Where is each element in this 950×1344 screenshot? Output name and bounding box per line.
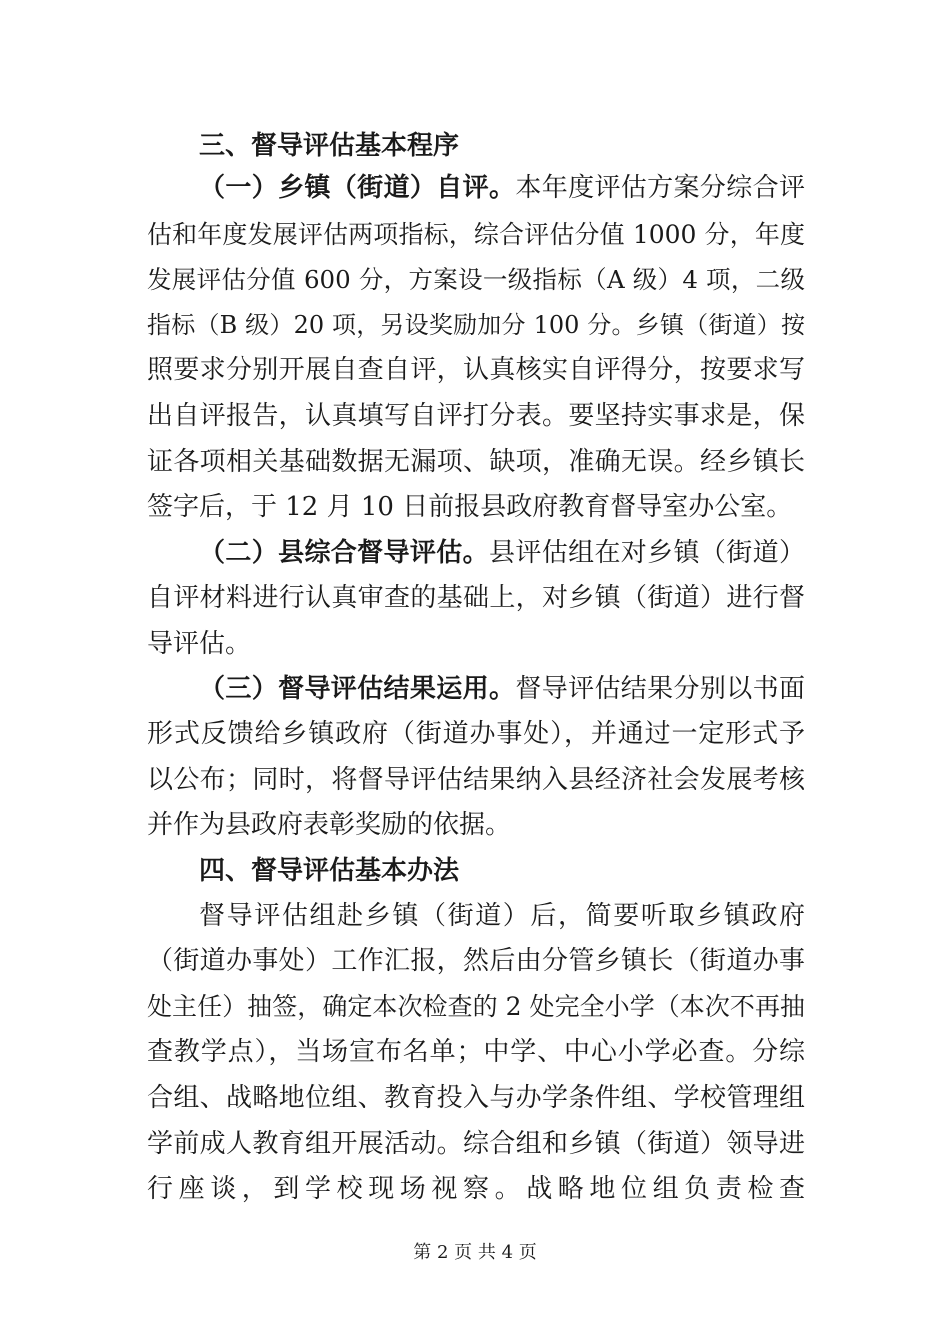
paragraph-2-line-2: 自评材料进行认真审查的基础上，对乡镇（街道）进行督 [147,583,805,613]
paragraph-4-line-3: 处主任）抽签，确定本次检查的 2 处完全小学（本次不再抽 [147,992,805,1021]
paragraph-3-text: 督导评估结果分别以书面 [515,674,805,704]
paragraph-1-line-8: 签字后，于 12 月 10 日前报县政府教育督导室办公室。 [147,492,793,522]
paragraph-1-line-7: 证各项相关基础数据无漏项、缺项，准确无误。经乡镇长 [147,447,805,477]
paragraph-2-line-3: 导评估。 [147,629,252,659]
paragraph-1-line-3: 发展评估分值 600 分，方案设一级指标（A 级）4 项，二级 [147,265,805,294]
paragraph-4-line-7: 行座谈，到学校现场视察。战略地位组负责检查 [147,1174,805,1204]
page-footer: 第 2 页 共 4 页 [413,1242,537,1263]
paragraph-1-line-6: 出自评报告，认真填写自评打分表。要坚持实事求是，保 [147,401,805,431]
paragraph-1-title: （一）乡镇（街道）自评。 [199,173,516,203]
paragraph-2-title: （二）县综合督导评估。 [199,538,489,568]
section-heading-3: 三、督导评估基本程序 [199,131,460,161]
paragraph-4-line-1: 督导评估组赴乡镇（街道）后，简要听取乡镇政府 [199,901,805,931]
paragraph-1-line-2: 估和年度发展评估两项指标，综合评估分值 1000 分，年度 [147,220,805,249]
paragraph-2-text: 县评估组在对乡镇（街道） [489,538,805,568]
paragraph-3-title: （三）督导评估结果运用。 [199,674,516,704]
paragraph-3-line-3: 以公布；同时，将督导评估结果纳入县经济社会发展考核 [147,765,805,795]
paragraph-4-line-2: （街道办事处）工作汇报，然后由分管乡镇长（街道办事 [147,946,805,976]
paragraph-1-line-1 [199,168,805,208]
paragraph-4-line-6: 学前成人教育组开展活动。综合组和乡镇（街道）领导进 [147,1129,805,1159]
paragraph-3-line-2: 形式反馈给乡镇政府（街道办事处），并通过一定形式予 [147,719,805,749]
section-heading-4: 四、督导评估基本办法 [199,856,460,886]
paragraph-3-line-4: 并作为县政府表彰奖励的依据。 [147,810,512,840]
paragraph-2-line-1 [199,533,805,573]
paragraph-1-text: 本年度评估方案分综合评 [515,173,805,203]
paragraph-1-line-5: 照要求分别开展自查自评，认真核实自评得分，按要求写 [147,355,805,385]
paragraph-4-line-4: 查教学点），当场宣布名单；中学、中心小学必查。分综 [147,1037,805,1067]
paragraph-1-line-4: 指标（B 级）20 项，另设奖励加分 100 分。乡镇（街道）按 [147,311,805,339]
paragraph-3-line-1 [199,669,805,709]
paragraph-4-line-5: 合组、战略地位组、教育投入与办学条件组、学校管理组 [147,1083,805,1113]
